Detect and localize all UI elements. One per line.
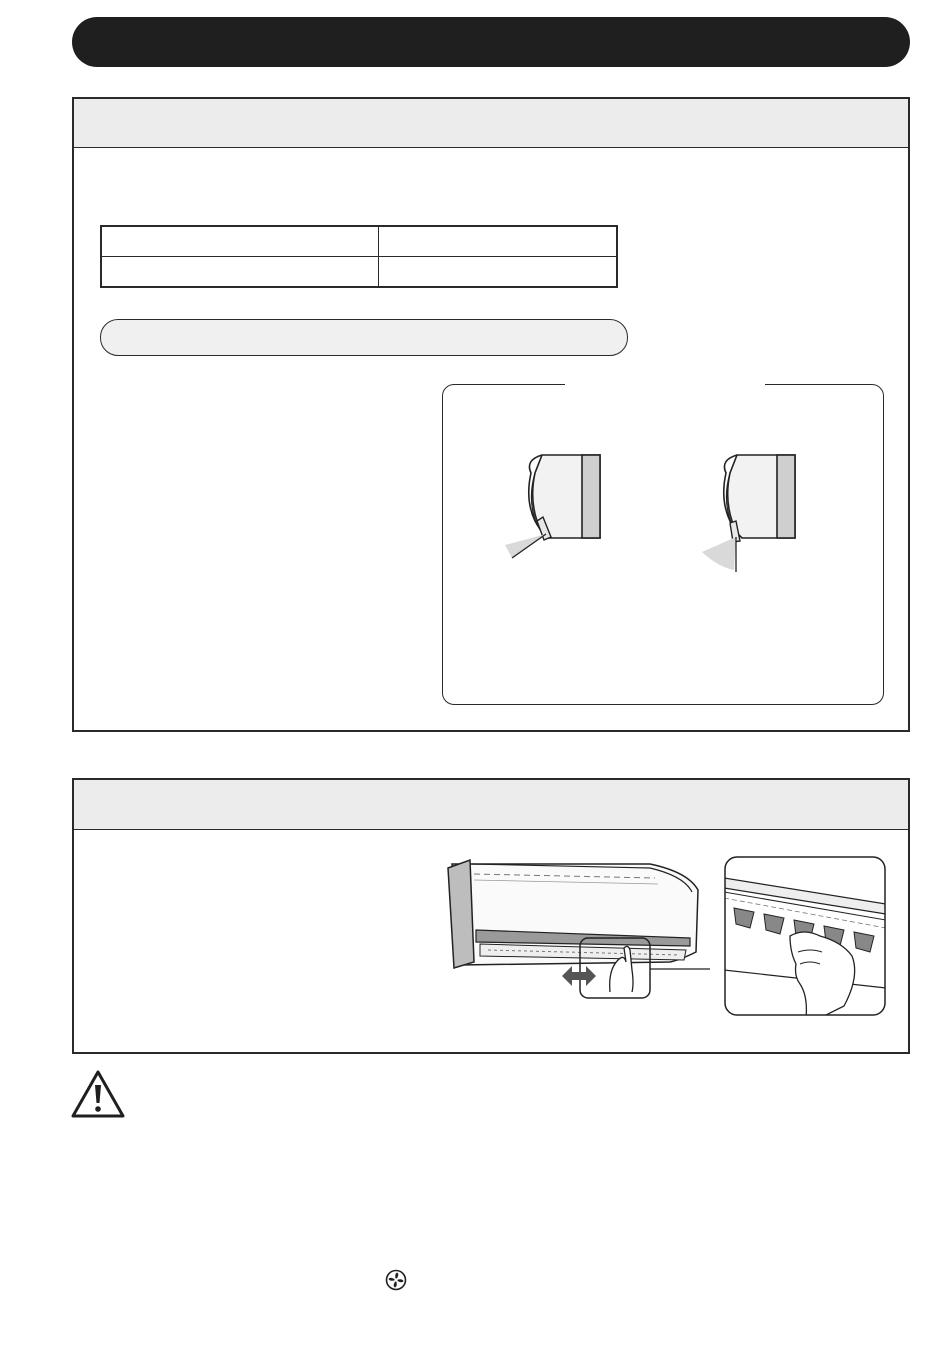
table-cell [379,226,618,257]
ac-unit-louver-down-illustration [690,445,805,575]
page-title [72,31,96,53]
section-2-header [74,780,908,830]
ac-unit-louver-up-illustration [495,445,610,575]
section-2-heading [74,796,86,813]
section-1-header [74,99,908,148]
illustration-title-gap [565,381,765,387]
fan-icon [385,1269,407,1291]
subheading-pill [100,319,628,356]
table-cell [101,226,379,257]
settings-table [100,225,618,288]
table-row [101,257,617,288]
section-1-heading [74,115,86,132]
table-cell [379,257,618,288]
ac-unit-adjust-louver-illustration [440,852,710,1002]
table-cell [101,257,379,288]
table-row [101,226,617,257]
warning-triangle-icon [70,1069,126,1119]
subheading-text [101,329,115,345]
page-title-bar [72,17,910,67]
louver-closeup-illustration [724,856,886,1016]
